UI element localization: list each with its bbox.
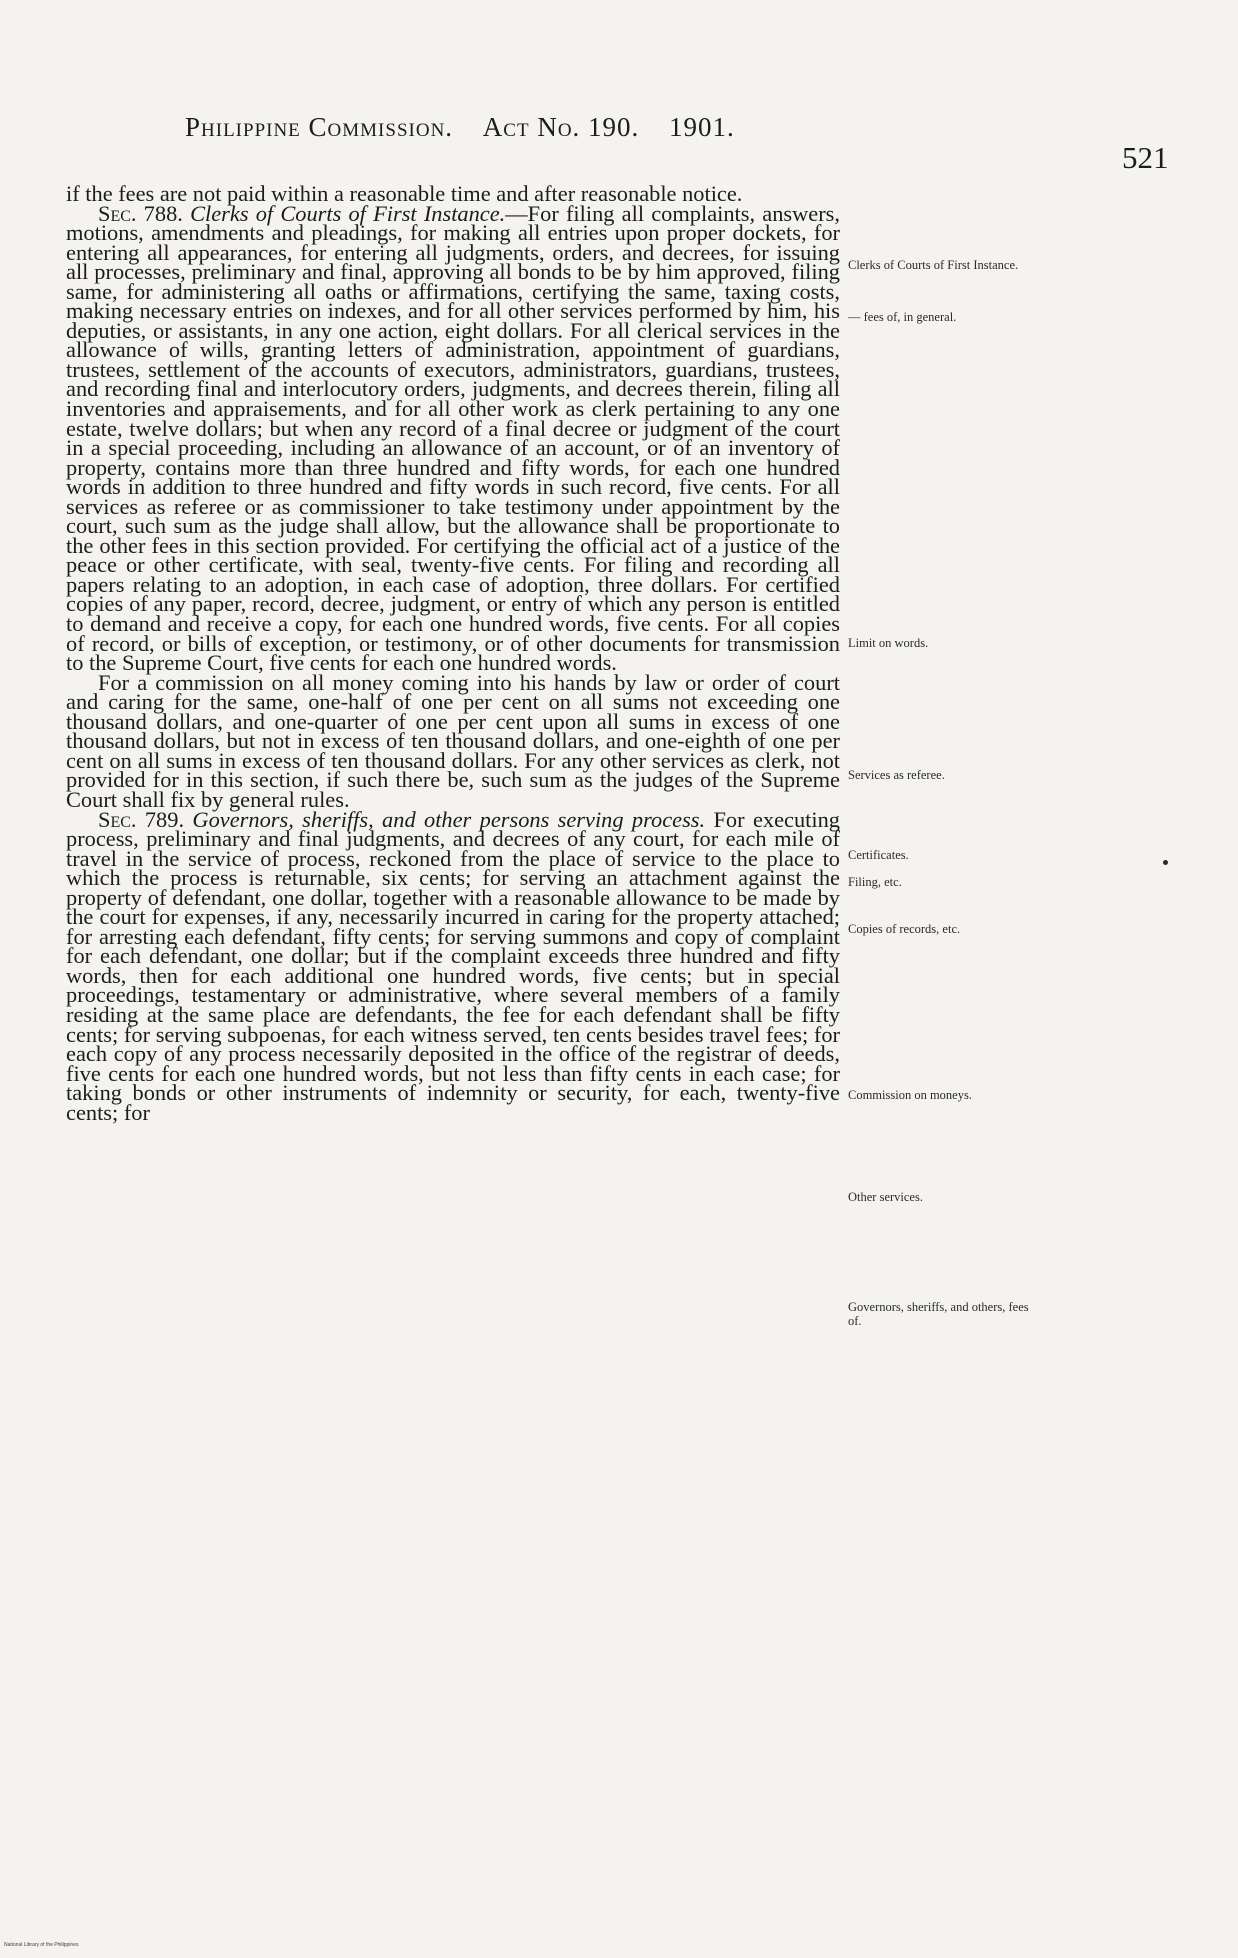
margin-note-limit-words: Limit on words. xyxy=(848,636,929,650)
margin-note-governors: Governors, sheriffs, and others, fees of. xyxy=(848,1300,1029,1328)
page-number: 521 xyxy=(1122,140,1169,175)
section-789-title: Governors, sheriffs, and other persons serving process. xyxy=(192,806,706,832)
section-788-title: Clerks of Courts of First Instance. xyxy=(190,200,506,226)
section-789-text: For executing process, preliminary and final judgments, and decrees of any court, for each mile of travel in the service of process, reckoned from the place of service to the place to which the process is returnable, six cents; for serving an attachment against the property of defendant, one dollar, together with a reasonable allowance to be made by the court for expenses, if any, necessarily incurred in caring for the property attached; for arresting each defendant, fifty cents; for serving summons and copy of complaint for each defendant, one dollar; but if the complaint exceeds three hundred and fifty words, then for each additional one hundred words, five cents; but in special proceedings, testamentary or administrative, where several members of a family residing at the same place are defendants, the fee for each defendant shall be fifty cents; for serving subpoenas, for each witness served, ten cents besides travel fees; for each copy of any process necessarily deposited in the office of the registrar of deeds, five cents for each one hundred words, but not less than fifty cents in each case; for taking bonds or other instruments of indemnity or security, for each, twenty-five cents; for xyxy=(66,806,840,1125)
margin-note-clerks: Clerks of Courts of First Instance. xyxy=(848,258,1019,272)
section-788 xyxy=(66,200,840,676)
section-789 xyxy=(66,806,840,1125)
margin-note-commission: Commission on moneys. xyxy=(848,1088,972,1102)
section-789-number: Sec. 789. xyxy=(98,806,185,832)
running-head-act: Act No. 190. xyxy=(482,112,640,142)
paragraph-continued: if the fees are not paid within a reasonable time and after reasonable notice. xyxy=(66,181,743,206)
scan-speck xyxy=(1163,860,1168,865)
body-text xyxy=(66,181,840,1125)
section-788-number: Sec. 788. xyxy=(98,200,183,226)
margin-note-fees-general: — fees of, in general. xyxy=(848,310,957,324)
margin-note-referee: Services as referee. xyxy=(848,768,945,782)
digitization-footer: National Library of the Philippines xyxy=(4,1942,79,1948)
running-head-commission: Philippine Commission. xyxy=(185,112,454,142)
running-head-year: 1901. xyxy=(669,112,735,142)
commission-paragraph: For a commission on all money coming into his hands by law or order of court and caring for the same, one-half of one per cent on all sums not exceeding one thousand dollars, and one-quarter of one per cent upon all sums in excess of one thousand dollars, but not in excess of ten thousand dollars, and one-eighth of one per cent on all sums in excess of ten thousand dollars. For any other services as clerk, not provided for in this section, if such there be, such sum as the judges of the Supreme Court shall fix by general rules. xyxy=(66,669,840,812)
margin-note-copies: Copies of records, etc. xyxy=(848,922,961,936)
section-788-text: —For filing all complaints, answers, motions, amendments and pleadings, for making all entries upon proper dockets, for entering all appearances, for entering all judgments, orders, and decrees, for issuing all processes, preliminary and final, approving all bonds to be by him approved, filing same, for administering all oaths or affirmations, certifying the same, taxing costs, making necessary entries on indexes, and for all other services performed by him, his deputies, or assistants, in any one action, eight dollars. For all clerical services in the allowance of wills, granting letters of administration, appointment of guardians, trustees, settlement of the accounts of executors, administrators, guardians, trustees, and recording final and interlocutory orders, judgments, and decrees therein, filing all inventories and appraisements, and for all other work as clerk pertaining to any one estate, twelve dollars; but when any record of a final decree or judgment of the court in a special proceeding, including an allowance of an account, or of an inventory of property, contains more than three hundred and fifty words, for each one hundred words in addition to three hundred and fifty words in such record, five cents. For all services as referee or as commissioner to take testimony under appointment by the court, such sum as the judge shall allow, but the allowance shall be proportionate to the other fees in this section provided. For certifying the official act of a justice of the peace or other certificate, with seal, twenty-five cents. For filing and recording all papers relating to an adoption, in each case of adoption, three dollars. For certified copies of any paper, record, decree, judgment, or entry of which any person is entitled to demand and receive a copy, for each one hundred words, five cents. For all copies of record, or bills of exception, or testimony, or of other documents for transmission to the Supreme Court, five cents for each one hundred words. xyxy=(66,200,840,676)
margin-note-certificates: Certificates. xyxy=(848,848,909,862)
running-head xyxy=(185,112,735,143)
margin-note-other-services: Other services. xyxy=(848,1190,923,1204)
margin-note-filing: Filing, etc. xyxy=(848,875,902,889)
